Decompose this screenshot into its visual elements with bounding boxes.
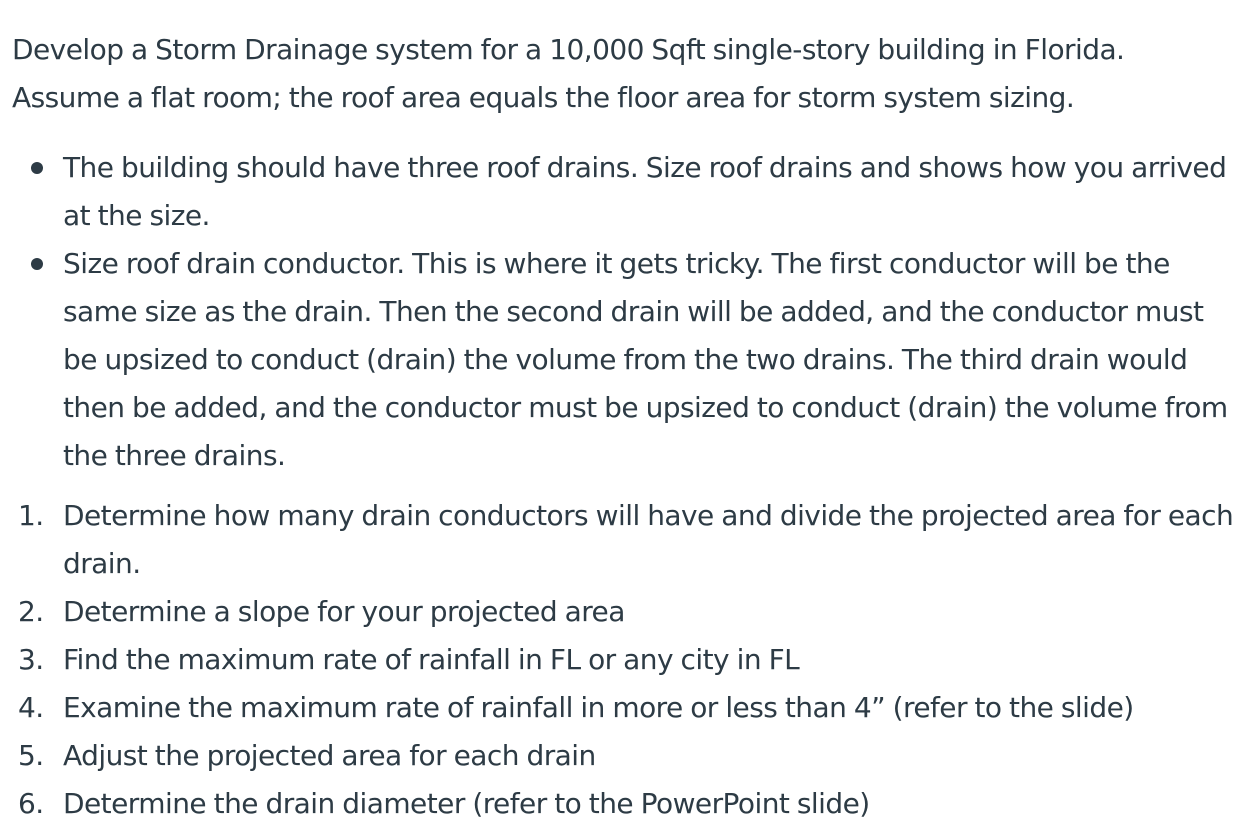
bullet-item-conductor: Size roof drain conductor. This is where it gets tricky. The first conductor will be the same size as the drain. Then the second drain will be added, and the conductor must be upsized to conduct (drain) the volume from the two drains. The third drain would then be added, and the conductor must be upsized to conduct (drain) the volume from the three drains.	[12, 240, 1236, 480]
step-number: 5.	[18, 739, 44, 772]
step-number: 3.	[18, 643, 44, 676]
step-text: Examine the maximum rate of rainfall in more or less than 4” (refer to the slide)	[63, 691, 1134, 724]
intro-paragraph	[12, 26, 1236, 122]
intro-line-2: Assume a flat room; the roof area equals the floor area for storm system sizing.	[12, 81, 1075, 114]
step-item	[12, 636, 1236, 684]
step-text: Determine how many drain conductors will have and divide the projected area for each drain.	[63, 499, 1234, 580]
step-item	[12, 492, 1236, 588]
intro-line-1: Develop a Storm Drainage system for a 10,000 Sqft single-story building in Florida.	[12, 33, 1125, 66]
step-text: Find the maximum rate of rainfall in FL or any city in FL	[63, 643, 800, 676]
step-text: Determine a slope for your projected area	[63, 595, 625, 628]
step-item	[12, 684, 1236, 732]
step-text: Determine the drain diameter (refer to the PowerPoint slide)	[63, 787, 870, 820]
step-number: 4.	[18, 691, 44, 724]
step-text: Adjust the projected area for each drain	[63, 739, 596, 772]
bullet-item-roof-drains: The building should have three roof drains. Size roof drains and shows how you arrived at the size.	[12, 144, 1236, 240]
steps-list	[12, 492, 1236, 828]
bullet-list	[12, 144, 1236, 480]
step-item	[12, 780, 1236, 828]
step-number: 6.	[18, 787, 44, 820]
step-item	[12, 588, 1236, 636]
step-number: 1.	[18, 499, 44, 532]
step-item	[12, 732, 1236, 780]
step-number: 2.	[18, 595, 44, 628]
